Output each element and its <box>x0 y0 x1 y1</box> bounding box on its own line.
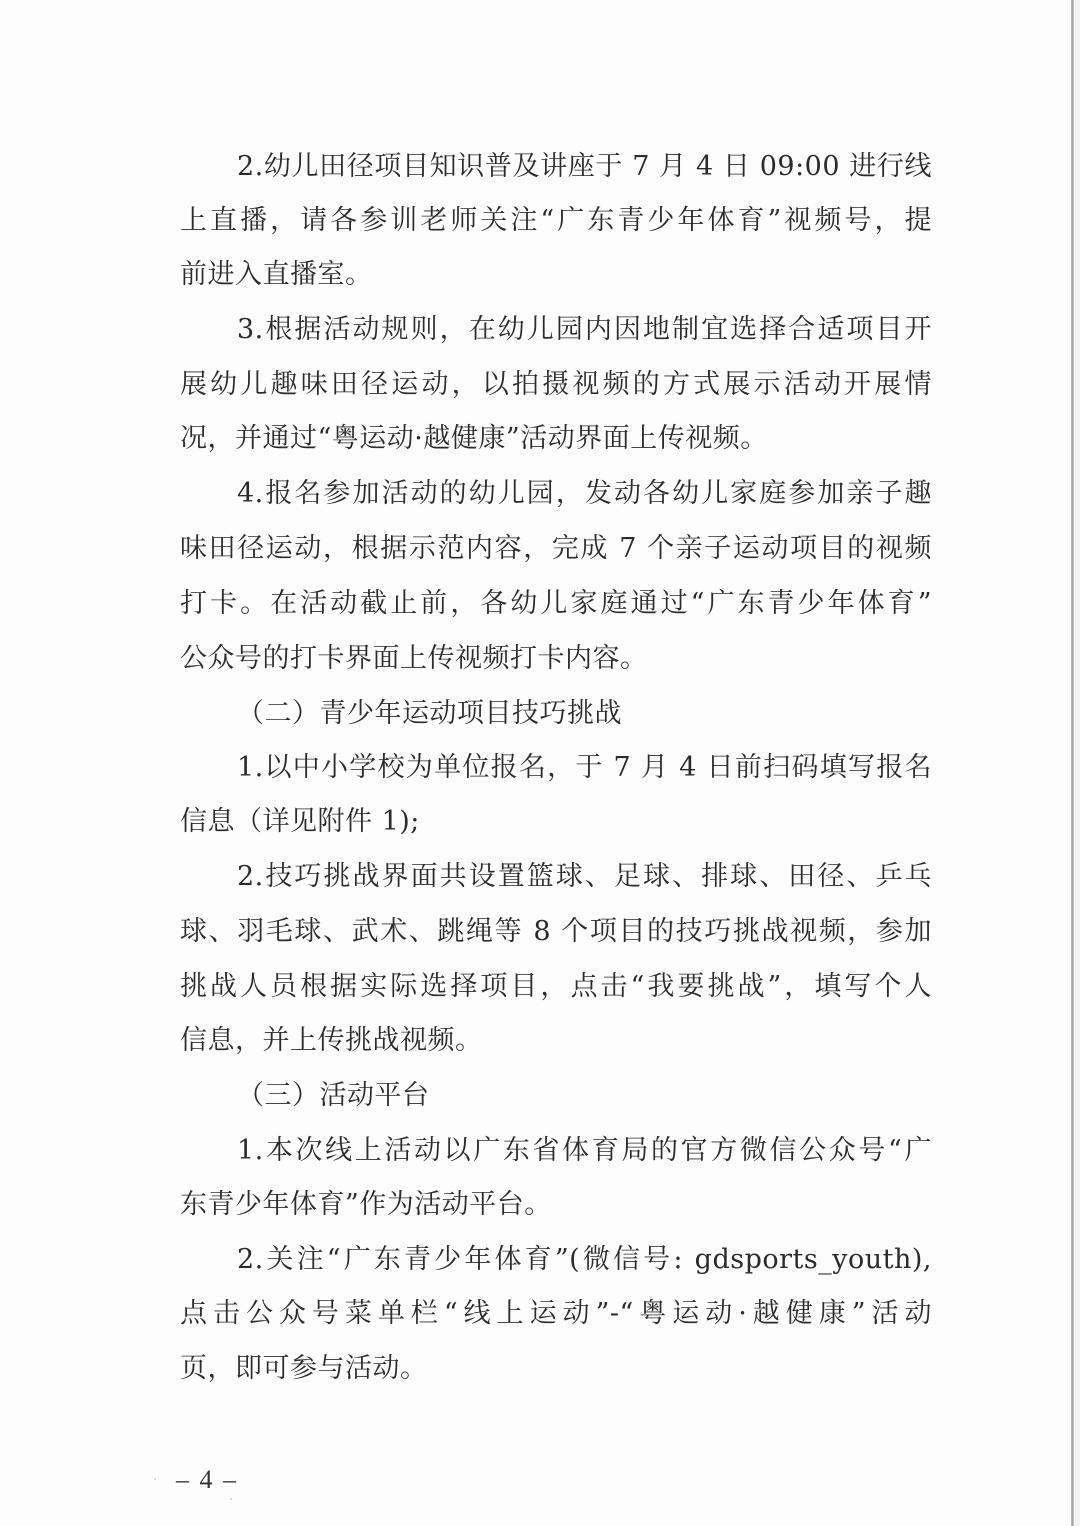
body-line: 信息（详见附件 1); <box>180 806 420 837</box>
body-line-item-1: 1.本次线上活动以广东省体育局的官方微信公众号“广 <box>237 1135 932 1166</box>
body-line-item-3: 3.根据活动规则，在幼儿园内因地制宜选择合适项目开 <box>237 314 932 345</box>
page-number: – 4 – <box>176 1465 238 1494</box>
body-line: 展幼儿趣味田径运动，以拍摄视频的方式展示活动开展情 <box>180 369 932 400</box>
scan-speck <box>230 1498 232 1500</box>
body-line: 打卡。在活动截止前，各幼儿家庭通过“广东青少年体育” <box>180 588 932 619</box>
body-line: 点击公众号菜单栏“线上运动”-“粤运动·越健康”活动 <box>180 1298 932 1329</box>
body-line: 味田径运动，根据示范内容，完成 7 个亲子运动项目的视频 <box>180 533 932 564</box>
body-line: 上直播，请各参训老师关注“广东青少年体育”视频号，提 <box>180 205 932 236</box>
body-line-item-1: 1.以中小学校为单位报名，于 7 月 4 日前扫码填写报名 <box>237 752 932 783</box>
scan-margin <box>1074 0 1080 1526</box>
body-line-item-2: 2.幼儿田径项目知识普及讲座于 7 月 4 日 09:00 进行线 <box>237 151 932 182</box>
body-line: 东青少年体育”作为活动平台。 <box>180 1189 552 1220</box>
body-line: 况，并通过“粤运动·越健康”活动界面上传视频。 <box>180 423 768 454</box>
body-line: 信息，并上传挑战视频。 <box>180 1025 483 1056</box>
body-line-item-2: 2.技巧挑战界面共设置篮球、足球、排球、田径、乒乓 <box>237 861 932 892</box>
body-line: 挑战人员根据实际选择项目，点击“我要挑战”，填写个人 <box>180 971 932 1002</box>
body-line-item-4: 4.报名参加活动的幼儿园，发动各幼儿家庭参加亲子趣 <box>237 478 932 509</box>
body-line: 公众号的打卡界面上传视频打卡内容。 <box>180 643 648 674</box>
scan-speck <box>154 1478 156 1480</box>
section-heading-3: （三）活动平台 <box>237 1080 430 1111</box>
body-line-item-2: 2.关注“广东青少年体育”(微信号: gdsports_youth), <box>237 1244 932 1275</box>
body-line: 页，即可参与活动。 <box>180 1353 428 1384</box>
section-heading-2: （二）青少年运动项目技巧挑战 <box>237 698 622 729</box>
body-line: 球、羽毛球、武术、跳绳等 8 个项目的技巧挑战视频，参加 <box>180 916 932 947</box>
body-line: 前进入直播室。 <box>180 259 373 290</box>
